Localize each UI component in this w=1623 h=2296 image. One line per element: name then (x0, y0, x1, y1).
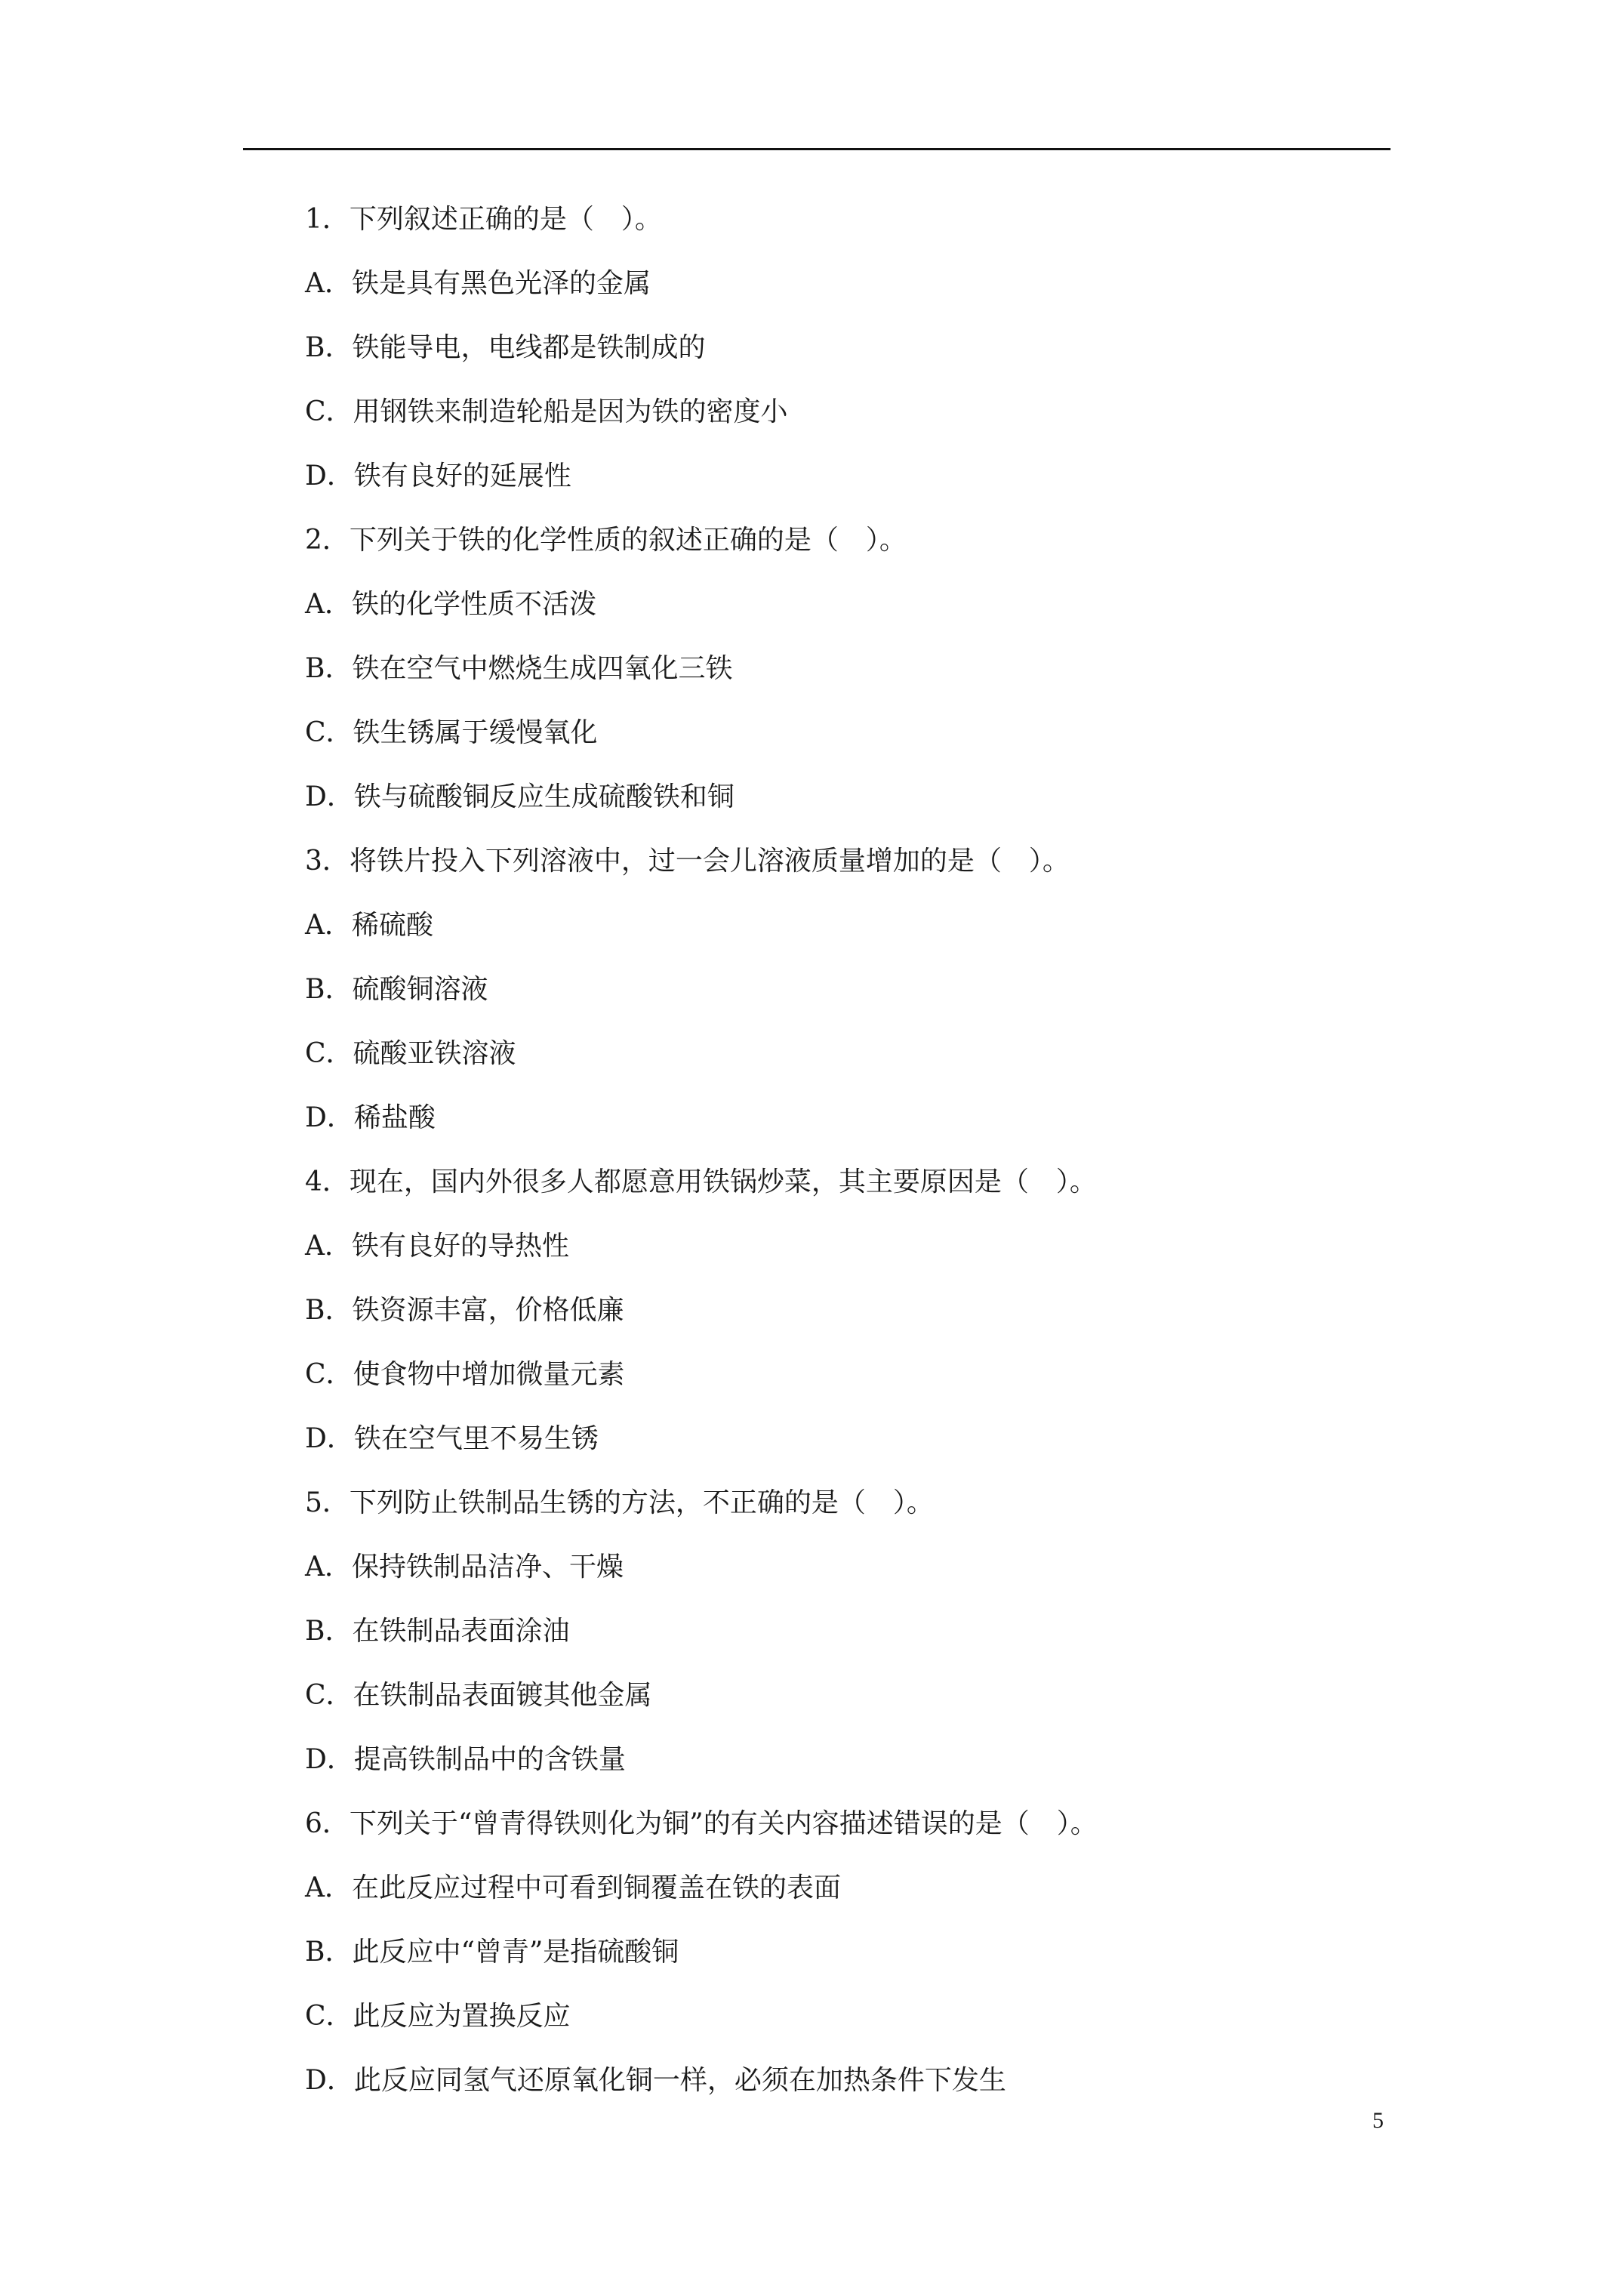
question-2-option-b: B．铁在空气中燃烧生成四氧化三铁 (305, 653, 733, 684)
question-3-option-c: C．硫酸亚铁溶液 (305, 1038, 516, 1069)
question-4-stem: 4．现在，国内外很多人都愿意用铁锅炒菜，其主要原因是（ ）。 (305, 1166, 1097, 1197)
page-number: 5 (1372, 2108, 1384, 2133)
question-6-option-a: A．在此反应过程中可看到铜覆盖在铁的表面 (305, 1872, 841, 1903)
question-2-stem: 2．下列关于铁的化学性质的叙述正确的是（ ）。 (305, 525, 907, 556)
question-1-stem: 1．下列叙述正确的是（ ）。 (305, 204, 662, 235)
question-5-option-b: B．在铁制品表面涂油 (305, 1616, 570, 1647)
question-4-option-d: D．铁在空气里不易生锈 (305, 1423, 599, 1454)
question-1-option-d: D．铁有良好的延展性 (305, 461, 571, 492)
question-1-option-c: C．用钢铁来制造轮船是因为铁的密度小 (305, 396, 788, 427)
question-5-option-d: D．提高铁制品中的含铁量 (305, 1744, 626, 1775)
question-2-option-a: A．铁的化学性质不活泼 (305, 589, 596, 620)
question-3-option-d: D．稀盐酸 (305, 1102, 436, 1133)
question-1-option-b: B．铁能导电，电线都是铁制成的 (305, 332, 706, 363)
question-6-option-d: D．此反应同氢气还原氧化铜一样，必须在加热条件下发生 (305, 2065, 1006, 2096)
question-4-option-b: B．铁资源丰富，价格低廉 (305, 1295, 624, 1326)
question-1-option-a: A．铁是具有黑色光泽的金属 (305, 268, 651, 299)
question-6-option-b: B．此反应中“曾青”是指硫酸铜 (305, 1937, 679, 1968)
question-3-stem: 3．将铁片投入下列溶液中，过一会儿溶液质量增加的是（ ）。 (305, 846, 1070, 877)
question-3-option-a: A．稀硫酸 (305, 910, 433, 941)
question-content (305, 201, 1377, 2126)
question-5-option-c: C．在铁制品表面镀其他金属 (305, 1680, 652, 1711)
question-6-stem: 6．下列关于“曾青得铁则化为铜”的有关内容描述错误的是（ ）。 (305, 1808, 1098, 1839)
question-5-option-a: A．保持铁制品洁净、干燥 (305, 1552, 624, 1583)
question-2-option-d: D．铁与硫酸铜反应生成硫酸铁和铜 (305, 781, 735, 812)
question-3-option-b: B．硫酸铜溶液 (305, 974, 488, 1005)
question-4-option-c: C．使食物中增加微量元素 (305, 1359, 625, 1390)
question-4-option-a: A．铁有良好的导热性 (305, 1231, 569, 1262)
question-2-option-c: C．铁生锈属于缓慢氧化 (305, 717, 598, 748)
header-rule (243, 148, 1390, 150)
question-5-stem: 5．下列防止铁制品生锈的方法，不正确的是（ ）。 (305, 1487, 934, 1518)
question-6-option-c: C．此反应为置换反应 (305, 2001, 571, 2032)
